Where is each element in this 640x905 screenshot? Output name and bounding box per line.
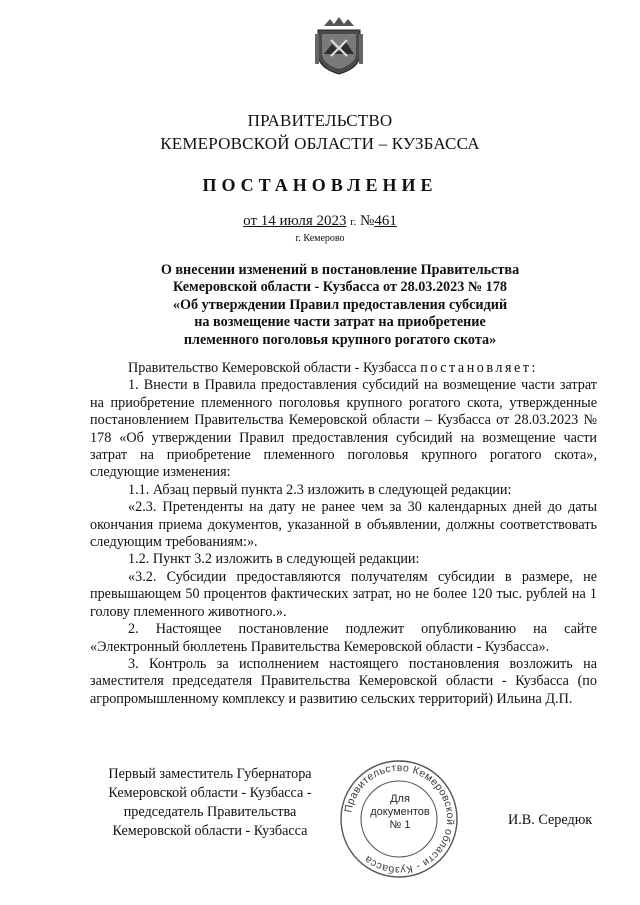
stamp-inner-line: № 1	[389, 819, 411, 831]
stamp-inner-line: документов	[370, 806, 430, 818]
year-suffix: г.	[350, 216, 357, 228]
body-paragraph: «3.2. Субсидии предоставляются получателям субсидии в размере, не превышающем 50 процентов фактических затрат, но не более 120 тыс. рублей на 1 голову племенного животного.».	[90, 568, 597, 620]
document-type-heading: ПОСТАНОВЛЕНИЕ	[202, 175, 438, 195]
signatory-name: И.В. Середюк	[508, 812, 593, 828]
stamp-inner-text	[370, 793, 430, 832]
intro-keyword: постановляет:	[420, 360, 538, 376]
intro-text: Правительство Кемеровской области - Кузбасса	[128, 360, 417, 376]
decree-date: от 14 июля 2023	[243, 213, 347, 229]
position-line: Кемеровской области - Кузбасса	[112, 823, 308, 839]
position-line: Кемеровской области - Кузбасса -	[108, 785, 312, 801]
decree-number: 461	[374, 213, 397, 229]
body-paragraph: 1. Внести в Правила предоставления субсидий на возмещение части затрат на приобретение племенного поголовья крупного рогатого скота, утвержденные постановлением Правительства Кемеровской области – Кузбасса от 28.03.2023 № 178 «Об утверждении Правил предоставления субсидий на возмещение части затрат на приобретение племенного поголовья крупного рогатого скота», следующие изменения:	[90, 377, 597, 481]
body-paragraph: 1.1. Абзац первый пункта 2.3 изложить в следующей редакции:	[128, 481, 512, 498]
government-title-line-1: ПРАВИТЕЛЬСТВО	[247, 111, 393, 130]
signatory-position	[90, 765, 330, 841]
decree-subject	[120, 262, 560, 349]
subject-line: «Об утверждении Правил предоставления субсидий	[172, 296, 508, 313]
intro-paragraph	[90, 360, 597, 377]
stamp-inner-line: Для	[390, 793, 410, 805]
subject-line: О внесении изменений в постановление Правительства	[160, 262, 520, 278]
body-paragraph: «2.3. Претенденты на дату не ранее чем за 30 календарных дней до даты окончания приема документов, указанной в объявлении, должны соответствовать следующим требованиям:».	[90, 499, 597, 551]
decree-body	[90, 360, 597, 708]
body-paragraph: 2. Настоящее постановление подлежит опубликованию на сайте «Электронный бюллетень Правительства Кемеровской области - Кузбасса».	[90, 621, 597, 655]
government-title-line-2: КЕМЕРОВСКОЙ ОБЛАСТИ – КУЗБАССА	[160, 134, 480, 153]
subject-line: Кемеровской области - Кузбасса от 28.03.2023 № 178	[173, 279, 507, 296]
position-line: председатель Правительства	[123, 804, 297, 820]
number-sign: №	[360, 213, 375, 229]
decree-date-line	[0, 213, 640, 230]
body-paragraph: 1.2. Пункт 3.2 изложить в следующей редакции:	[128, 551, 420, 568]
body-paragraph: 3. Контроль за исполнением настоящего постановления возложить на заместителя председателя Правительства Кемеровской области - Кузбасса (по агропромышленному комплексу и развитию сельских территорий) Ильина Д.П.	[90, 655, 597, 707]
city-name: г. Кемерово	[295, 233, 345, 244]
position-line: Первый заместитель Губернатора	[108, 766, 312, 782]
subject-line: племенного поголовья крупного рогатого скота»	[183, 331, 497, 348]
coat-of-arms-emblem	[312, 16, 366, 76]
subject-line: на возмещение части затрат на приобретение	[194, 314, 486, 331]
stamp-ring-text: Правительство Кемеровской области - Кузбасса	[342, 761, 457, 877]
